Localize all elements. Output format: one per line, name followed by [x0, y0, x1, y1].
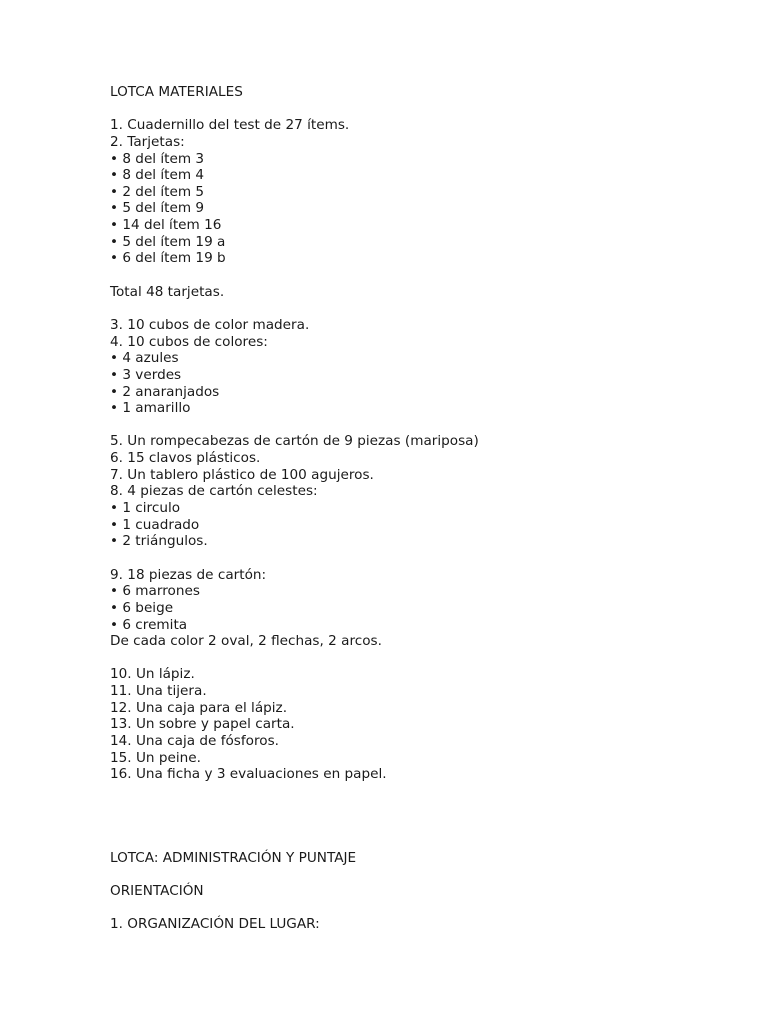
- list-item: 15. Un peine.: [110, 749, 201, 766]
- spacer: [110, 866, 730, 883]
- list-item: 14. Una caja de fósforos.: [110, 732, 279, 749]
- spacer: [110, 550, 730, 567]
- list-item: 13. Un sobre y papel carta.: [110, 716, 295, 733]
- list-item: 12. Una caja para el lápiz.: [110, 699, 288, 716]
- administration-title: LOTCA: ADMINISTRACIÓN Y PUNTAJE: [110, 849, 357, 866]
- list-item: 4. 10 cubos de colores:: [110, 333, 268, 350]
- document-body: [110, 84, 730, 933]
- list-item: 6. 15 clavos plásticos.: [110, 450, 261, 467]
- spacer: [110, 783, 730, 850]
- materials-group-4: [110, 567, 730, 650]
- orientation-heading: ORIENTACIÓN: [110, 882, 204, 899]
- spacer: [110, 417, 730, 434]
- list-item: 11. Una tijera.: [110, 683, 207, 700]
- list-item: • 2 anaranjados: [110, 383, 220, 400]
- spacer: [110, 300, 730, 317]
- list-item: • 1 cuadrado: [110, 516, 200, 533]
- list-item: • 8 del ítem 4: [110, 167, 205, 184]
- materials-group-2: [110, 317, 730, 417]
- list-item: 16. Una ficha y 3 evaluaciones en papel.: [110, 766, 387, 783]
- spacer: [110, 101, 730, 118]
- list-item: • 3 verdes: [110, 366, 182, 383]
- list-item: De cada color 2 oval, 2 flechas, 2 arcos.: [110, 633, 382, 650]
- spacer: [110, 899, 730, 916]
- list-item: • 5 del ítem 9: [110, 200, 205, 217]
- list-item: 10. Un lápiz.: [110, 666, 195, 683]
- list-item: • 2 triángulos.: [110, 533, 208, 550]
- list-item: • 6 marrones: [110, 583, 200, 600]
- materials-group-5: [110, 666, 730, 782]
- cards-total: Total 48 tarjetas.: [110, 283, 225, 300]
- list-item: 5. Un rompecabezas de cartón de 9 piezas (mariposa): [110, 433, 479, 450]
- list-item: • 14 del ítem 16: [110, 217, 222, 234]
- list-item: 2. Tarjetas:: [110, 133, 185, 150]
- list-item: • 6 del ítem 19 b: [110, 250, 226, 267]
- list-item: • 2 del ítem 5: [110, 183, 205, 200]
- spacer: [110, 267, 730, 284]
- list-item: 8. 4 piezas de cartón celestes:: [110, 483, 318, 500]
- list-item: • 6 beige: [110, 599, 174, 616]
- section-heading: 1. ORGANIZACIÓN DEL LUGAR:: [110, 916, 320, 933]
- materials-group-3: [110, 433, 730, 549]
- list-item: • 6 cremita: [110, 616, 188, 633]
- list-item: • 1 circulo: [110, 500, 181, 517]
- list-item: 1. Cuadernillo del test de 27 ítems.: [110, 117, 350, 134]
- list-item: • 8 del ítem 3: [110, 150, 205, 167]
- list-item: • 4 azules: [110, 350, 179, 367]
- spacer: [110, 650, 730, 667]
- materials-group-1: [110, 117, 730, 267]
- list-item: • 1 amarillo: [110, 400, 191, 417]
- list-item: • 5 del ítem 19 a: [110, 233, 226, 250]
- materials-title: LOTCA MATERIALES: [110, 84, 243, 100]
- list-item: 3. 10 cubos de color madera.: [110, 316, 310, 333]
- list-item: 9. 18 piezas de cartón:: [110, 566, 267, 583]
- list-item: 7. Un tablero plástico de 100 agujeros.: [110, 466, 374, 483]
